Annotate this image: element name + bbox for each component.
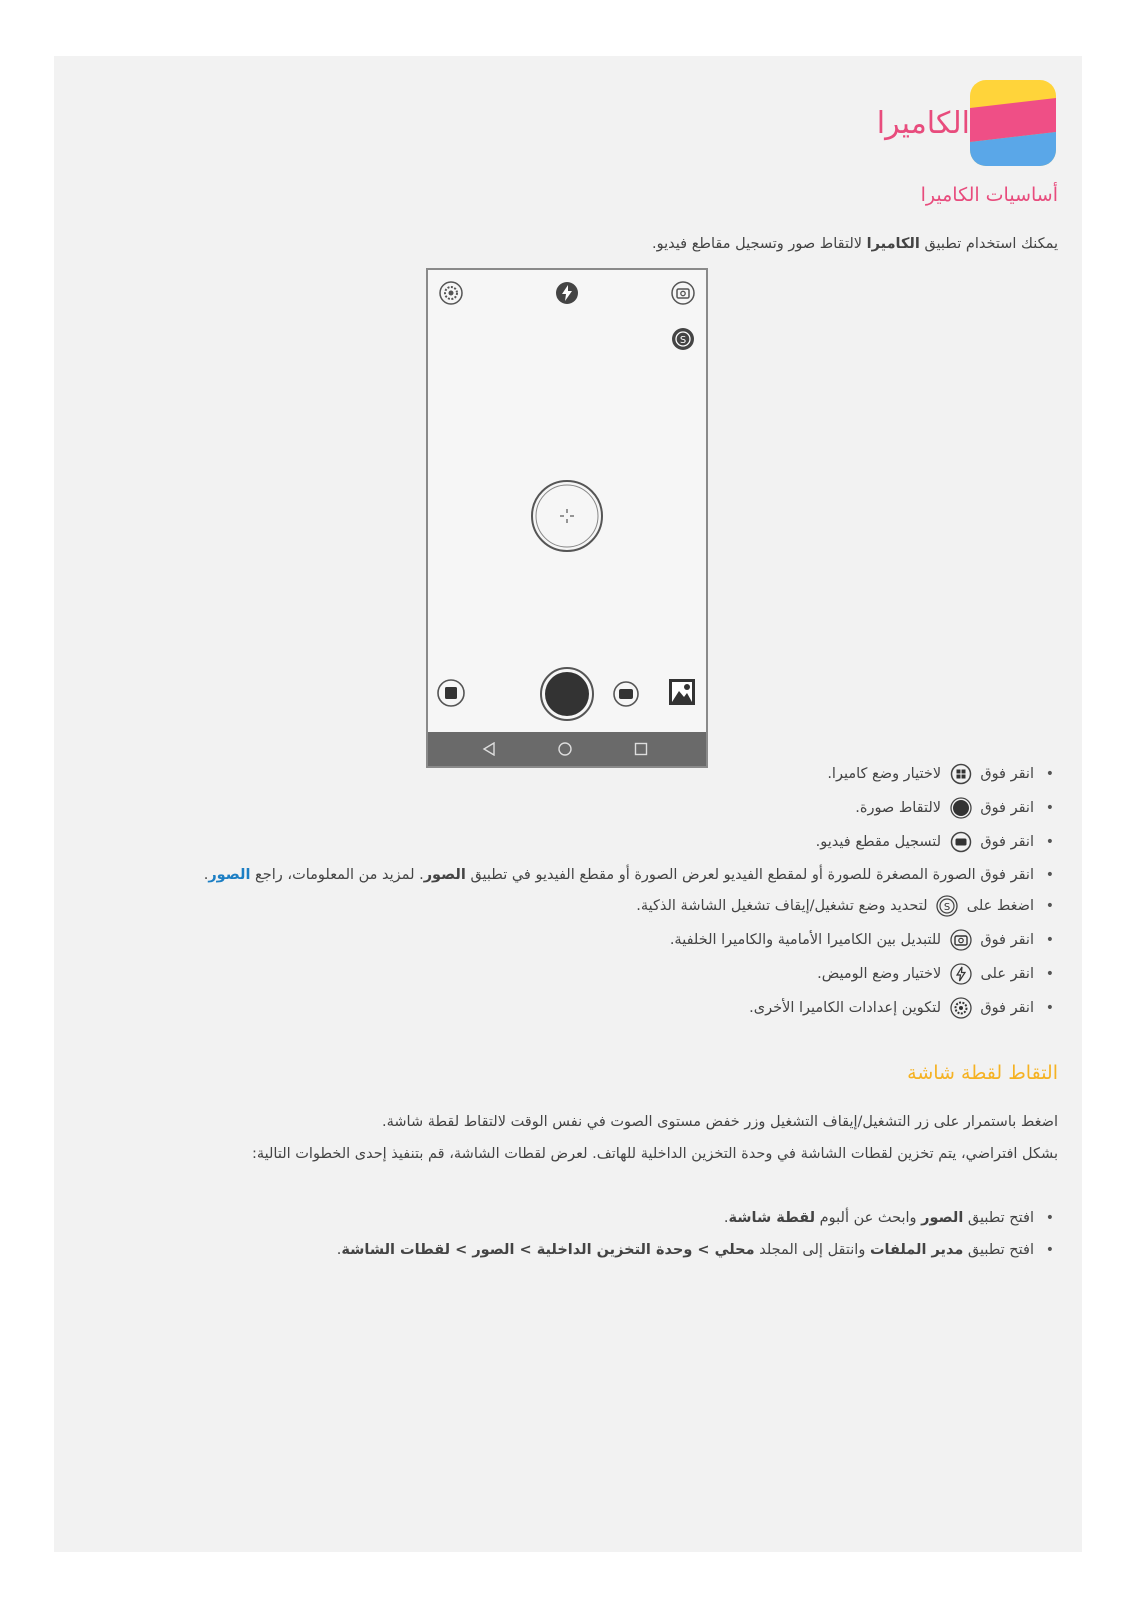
back-icon xyxy=(482,742,496,756)
camera-screen-illustration xyxy=(426,268,708,768)
section-title-screenshot: التقاط لقطة شاشة xyxy=(907,1062,1058,1084)
list-item: • انقر فوق لاختيار وضع كاميرا. xyxy=(78,758,1058,792)
screenshot-paragraph-2: بشكل افتراضي، يتم تخزين لقطات الشاشة في وحدة التخزين الداخلية للهاتف. لعرض لقطات الشاشة، قم بتنفيذ إحدى الخطوات التالية: xyxy=(251,1146,1058,1162)
smart-screen-icon xyxy=(936,895,958,917)
list-item: • انقر فوق لتسجيل مقطع فيديو. xyxy=(78,826,1058,860)
smart-screen-icon xyxy=(670,326,696,352)
list-item: • افتح تطبيق الصور وابحث عن ألبوم لقطة شاشة. xyxy=(78,1202,1058,1234)
flash-icon xyxy=(554,280,580,306)
list-item: • انقر فوق الصورة المصغرة للصورة أو لمقطع الفيديو لعرض الصورة أو مقطع الفيديو في تطبيق الصور. لمزيد من المعلومات، راجع الصور. xyxy=(78,860,1058,890)
switch-camera-icon xyxy=(670,280,696,306)
camera-mode-icon xyxy=(436,678,466,708)
chapter-header xyxy=(875,80,1056,166)
list-item: • افتح تطبيق مدير الملفات وانتقل إلى المجلد محلي > وحدة التخزين الداخلية > الصور > لقطات الشاشة. xyxy=(78,1234,1058,1266)
list-item: • انقر على لاختيار وضع الوميض. xyxy=(78,958,1058,992)
section-title-camera-basics: أساسيات الكاميرا xyxy=(920,184,1058,206)
thumbnail-icon xyxy=(668,678,696,706)
chapter-title: الكاميرا xyxy=(876,105,970,141)
camera-app-icon xyxy=(970,80,1056,166)
screenshot-paragraph-1: اضغط باستمرار على زر التشغيل/إيقاف التشغيل وزر خفض مستوى الصوت في نفس الوقت لالتقاط لقطة شاشة. xyxy=(382,1114,1058,1130)
switch-camera-icon xyxy=(950,929,972,951)
shutter-button-icon xyxy=(539,666,595,722)
camera-mode-icon xyxy=(950,763,972,785)
list-item: • انقر فوق لالتقاط صورة. xyxy=(78,792,1058,826)
camera-controls-list xyxy=(78,758,1058,1026)
document-page xyxy=(54,56,1082,1552)
video-icon xyxy=(950,831,972,853)
list-item: • اضغط على S لتحديد وضع تشغيل/إيقاف تشغيل الشاشة الذكية. xyxy=(78,890,1058,924)
list-item: • انقر فوق للتبديل بين الكاميرا الأمامية والكاميرا الخلفية. xyxy=(78,924,1058,958)
shutter-icon xyxy=(950,797,972,819)
intro-paragraph: يمكنك استخدام تطبيق الكاميرا لالتقاط صور وتسجيل مقاطع فيديو. xyxy=(652,236,1058,252)
recent-apps-icon xyxy=(634,742,648,756)
svg-text:S: S xyxy=(679,335,687,346)
svg-text:S: S xyxy=(943,902,951,913)
photos-link[interactable]: الصور xyxy=(208,867,251,883)
settings-icon xyxy=(438,280,464,306)
flash-icon xyxy=(950,963,972,985)
list-item: • انقر فوق لتكوين إعدادات الكاميرا الأخرى. xyxy=(78,992,1058,1026)
focus-ring-icon xyxy=(529,478,605,554)
screenshot-steps-list xyxy=(78,1202,1058,1266)
settings-icon xyxy=(950,997,972,1019)
home-icon xyxy=(558,742,572,756)
video-record-icon xyxy=(612,680,640,708)
